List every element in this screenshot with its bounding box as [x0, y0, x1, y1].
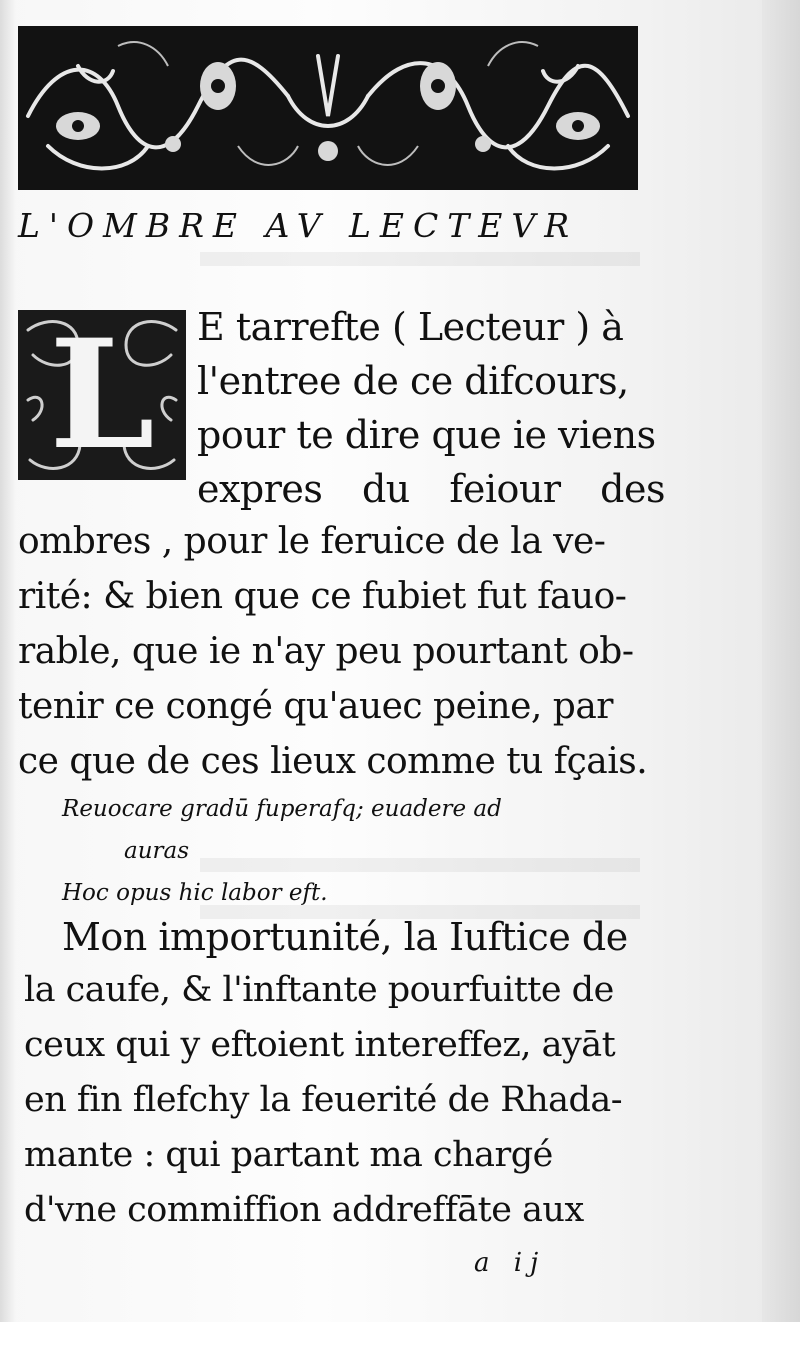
text-line: ceux qui y eftoient intereffez, ayāt: [24, 1025, 616, 1065]
page-bottom-margin: [0, 1322, 800, 1345]
page-edge-shadow: [762, 0, 800, 1345]
text-line: tenir ce congé qu'auec peine, par: [18, 686, 613, 727]
text-line: ombres , pour le feruice de la ve-: [18, 521, 606, 562]
text-line: Mon importunité, la Iuftice de: [62, 915, 628, 959]
text-line: pour te dire que ie viens: [197, 413, 656, 457]
verse-line: Reuocare gradū fuperafq; euadere ad: [62, 796, 502, 822]
verse-line: Hoc opus hic labor eft.: [62, 880, 328, 906]
text-line: la caufe, & l'inftante pourfuitte de: [24, 970, 614, 1010]
text-line: rable, que ie n'ay peu pourtant ob-: [18, 631, 634, 672]
decorated-initial: [18, 307, 186, 483]
page-heading: L'OMBRE AV LECTEVR: [18, 206, 579, 245]
signature-mark: a ij: [474, 1248, 547, 1278]
bleed-through-line: [200, 858, 640, 872]
verse-line: auras: [124, 838, 190, 864]
text-line: mante : qui partant ma chargé: [24, 1135, 553, 1175]
bleed-through-line: [200, 252, 640, 266]
text-line: expres du feiour des: [197, 467, 665, 511]
text-line: ce que de ces lieux comme tu fçais.: [18, 741, 648, 782]
initial-letter: L: [49, 307, 155, 483]
text-line: rité: & bien que ce fubiet fut fauo-: [18, 576, 627, 617]
floral-ornament-icon: [18, 26, 638, 190]
text-line: en fin flefchy la feuerité de Rhada-: [24, 1080, 623, 1120]
text-line: l'entree de ce difcours,: [197, 359, 629, 403]
ornamental-headpiece: [18, 26, 638, 190]
text-line: d'vne commiffion addreffāte aux: [24, 1190, 584, 1230]
page-gutter-shadow: [0, 0, 16, 1345]
text-line: E tarrefte ( Lecteur ) à: [197, 305, 624, 349]
